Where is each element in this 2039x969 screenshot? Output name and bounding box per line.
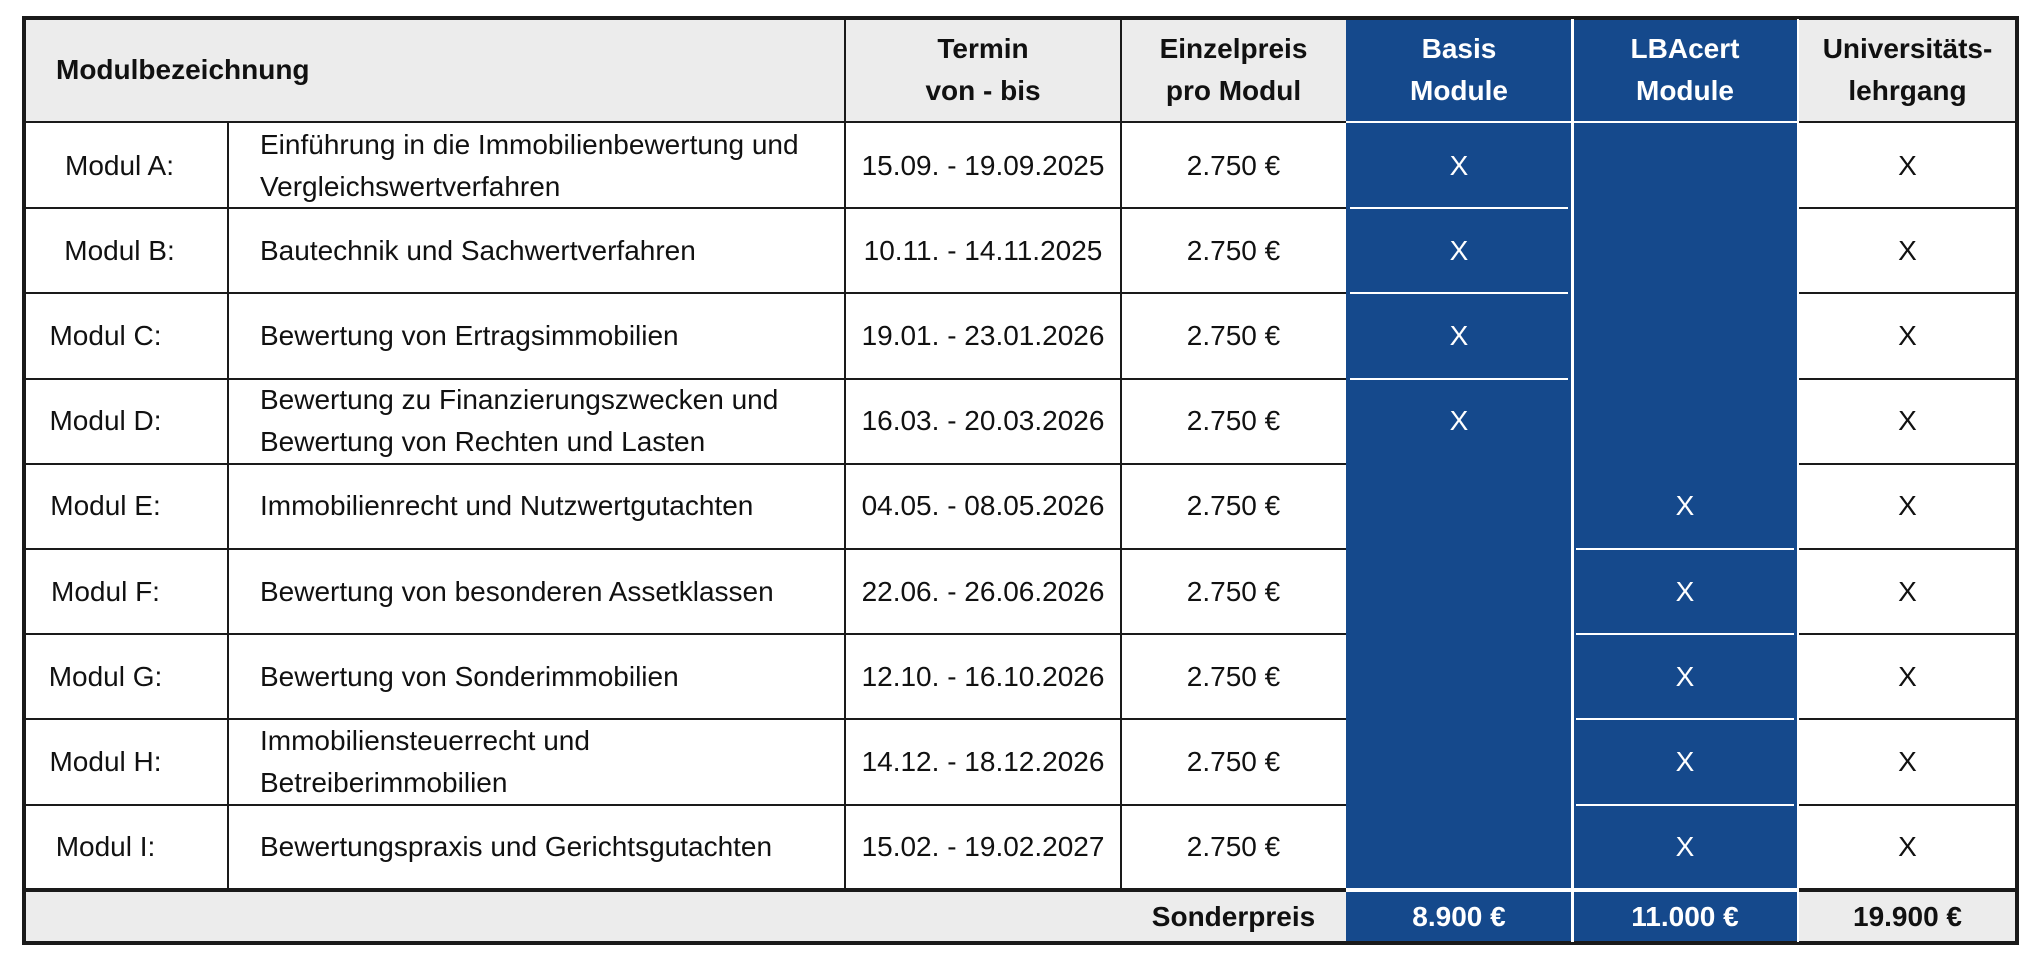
row-divider: [24, 463, 1346, 465]
module-label: [24, 549, 227, 634]
module-label-text: Modul F:: [51, 575, 160, 607]
module-price-text: 2.750 €: [1186, 745, 1281, 777]
module-label-text: Modul B:: [64, 234, 175, 266]
row-divider: [24, 292, 1346, 294]
uni-mark-text: X: [1898, 319, 1917, 351]
row-divider: [1798, 718, 2017, 720]
module-label: [24, 634, 227, 719]
basis-mark: [1346, 805, 1572, 890]
lbacert-sonderpreis-text: 11.000 €: [1631, 901, 1739, 932]
header-divider-blue: [1576, 121, 1794, 123]
lbacert-mark: [1572, 208, 1798, 293]
table-border-bottom: [22, 941, 2019, 945]
module-title-line: Bewertung von Ertragsimmobilien: [260, 319, 679, 351]
uni-mark-text: X: [1898, 575, 1917, 607]
module-date-text: 19.01. - 23.01.2026: [861, 319, 1105, 351]
module-label-text: Modul D:: [49, 405, 162, 437]
uni-mark: [1798, 208, 2017, 293]
row-divider: [24, 548, 1346, 550]
module-date-text: 22.06. - 26.06.2026: [861, 575, 1105, 607]
header-modulbezeichnung: [24, 19, 845, 121]
uni-mark-text: X: [1898, 745, 1917, 777]
row-divider-blue: [1576, 804, 1794, 806]
module-date: [845, 805, 1121, 890]
header-universitaetslehrgang: [1798, 19, 2017, 121]
header-termin-line1: Termin: [937, 33, 1029, 64]
header-uni-line2: lehrgang: [1848, 75, 1967, 106]
module-price-text: 2.750 €: [1186, 149, 1281, 181]
module-price-text: 2.750 €: [1186, 831, 1281, 863]
row-divider: [24, 633, 1346, 635]
module-title-line: Bewertung von Sonderimmobilien: [260, 660, 679, 692]
header-termin: [845, 19, 1121, 121]
header-basis-line1: Basis: [1421, 33, 1497, 64]
module-title: [227, 634, 845, 719]
module-date: [845, 549, 1121, 634]
uni-mark-text: X: [1898, 660, 1917, 692]
module-date-text: 14.12. - 18.12.2026: [861, 745, 1105, 777]
footer-divider: [24, 888, 1346, 892]
module-date-text: 16.03. - 20.03.2026: [861, 405, 1105, 437]
table-border-top: [22, 16, 2019, 20]
module-title-line: Bewertung von Rechten und Lasten: [260, 426, 706, 458]
basis-mark: [1346, 464, 1572, 549]
row-divider: [1798, 804, 2017, 806]
row-divider: [1798, 378, 2017, 380]
module-label: [24, 379, 227, 464]
module-price: [1121, 208, 1346, 293]
basis-sonderpreis-text: 8.900 €: [1412, 901, 1506, 932]
module-label: [24, 293, 227, 378]
basis-mark: [1346, 719, 1572, 804]
header-einzelpreis-line2: pro Modul: [1165, 75, 1302, 106]
header-lbacert-line1: LBAcert: [1630, 33, 1740, 64]
module-date-text: 12.10. - 16.10.2026: [861, 660, 1105, 692]
module-date-text: 15.09. - 19.09.2025: [861, 149, 1105, 181]
module-title: [227, 123, 845, 208]
module-date-text: 04.05. - 08.05.2026: [861, 490, 1105, 522]
module-date: [845, 719, 1121, 804]
header-lbacert-module: [1572, 19, 1798, 121]
footer-divider: [1798, 888, 2017, 892]
module-date: [845, 208, 1121, 293]
module-label-text: Modul C:: [49, 319, 162, 351]
module-label-text: Modul E:: [50, 490, 161, 522]
module-label: [24, 805, 227, 890]
module-price: [1121, 719, 1346, 804]
col-divider-blue: [1571, 19, 1574, 942]
uni-mark: [1798, 293, 2017, 378]
row-divider-blue: [1576, 548, 1794, 550]
module-title-line: Immobiliensteuerrecht und: [260, 724, 590, 756]
basis-mark: [1346, 123, 1572, 208]
header-divider-blue: [1350, 121, 1568, 123]
basis-mark-text: X: [1449, 319, 1469, 351]
module-price-text: 2.750 €: [1186, 405, 1281, 437]
module-label-text: Modul H:: [49, 745, 162, 777]
module-price: [1121, 123, 1346, 208]
row-divider-blue: [1350, 378, 1568, 380]
uni-mark-text: X: [1898, 490, 1917, 522]
row-divider-blue: [1576, 633, 1794, 635]
row-divider: [1798, 633, 2017, 635]
module-date-text: 10.11. - 14.11.2025: [863, 234, 1103, 266]
uni-mark-text: X: [1898, 831, 1917, 863]
col-divider: [227, 123, 229, 888]
module-date: [845, 634, 1121, 719]
row-divider: [24, 718, 1346, 720]
header-termin-line2: von - bis: [925, 75, 1041, 106]
basis-mark: [1346, 379, 1572, 464]
module-price: [1121, 464, 1346, 549]
row-divider-blue: [1350, 207, 1568, 209]
row-divider-blue: [1350, 292, 1568, 294]
module-title-line: Bautechnik und Sachwertverfahren: [260, 234, 696, 266]
module-date: [845, 464, 1121, 549]
basis-mark-text: X: [1449, 405, 1469, 437]
module-title: [227, 464, 845, 549]
basis-mark: [1346, 293, 1572, 378]
module-title-line: Bewertung von besonderen Assetklassen: [260, 575, 774, 607]
module-title: [227, 805, 845, 890]
module-label: [24, 208, 227, 293]
module-date: [845, 123, 1121, 208]
footer-divider-blue: [1576, 888, 1794, 892]
module-title-line: Betreiberimmobilien: [260, 766, 508, 798]
uni-mark: [1798, 634, 2017, 719]
module-price: [1121, 634, 1346, 719]
lbacert-mark-text: X: [1675, 575, 1695, 607]
module-label: [24, 464, 227, 549]
row-divider: [24, 378, 1346, 380]
header-divider: [1798, 121, 2017, 123]
module-label-text: Modul G:: [48, 660, 163, 692]
module-price-text: 2.750 €: [1186, 234, 1281, 266]
row-divider: [1798, 548, 2017, 550]
module-title-line: Einführung in die Immobilienbewertung und: [260, 128, 799, 160]
sonderpreis-label: [1121, 892, 1346, 942]
basis-mark-text: X: [1449, 234, 1469, 266]
row-divider: [1798, 207, 2017, 209]
uni-mark-text: X: [1898, 149, 1917, 181]
col-divider: [844, 19, 846, 888]
module-label-text: Modul A:: [65, 149, 174, 181]
lbacert-mark-text: X: [1675, 490, 1695, 522]
lbacert-mark-text: X: [1675, 660, 1695, 692]
module-price-text: 2.750 €: [1186, 490, 1281, 522]
lbacert-mark: [1572, 123, 1798, 208]
lbacert-mark-text: X: [1675, 745, 1695, 777]
module-title: [227, 293, 845, 378]
sonderpreis-label-text: Sonderpreis: [1151, 901, 1316, 932]
footer-divider-blue: [1350, 888, 1568, 892]
col-divider: [1120, 19, 1122, 888]
header-einzelpreis: [1121, 19, 1346, 121]
module-title-line: Bewertungspraxis und Gerichtsgutachten: [260, 831, 773, 863]
header-lbacert-line2: Module: [1636, 75, 1734, 106]
module-price: [1121, 805, 1346, 890]
basis-mark: [1346, 634, 1572, 719]
uni-mark: [1798, 549, 2017, 634]
uni-mark: [1798, 719, 2017, 804]
header-divider: [24, 121, 1346, 123]
lbacert-mark: [1572, 293, 1798, 378]
module-date-text: 15.02. - 19.02.2027: [861, 831, 1105, 863]
uni-mark: [1798, 464, 2017, 549]
module-label: [24, 719, 227, 804]
module-title: [227, 549, 845, 634]
module-label: [24, 123, 227, 208]
module-title-line: Vergleichswertverfahren: [260, 170, 561, 202]
module-title: [227, 208, 845, 293]
lbacert-mark: [1572, 805, 1798, 890]
module-title: [227, 719, 845, 804]
uni-sonderpreis: [1798, 892, 2017, 942]
row-divider-blue: [1576, 718, 1794, 720]
row-divider: [24, 804, 1346, 806]
module-date: [845, 379, 1121, 464]
module-price-text: 2.750 €: [1186, 660, 1281, 692]
row-divider: [1798, 463, 2017, 465]
module-price-text: 2.750 €: [1186, 575, 1281, 607]
basis-mark: [1346, 208, 1572, 293]
lbacert-mark-text: X: [1675, 831, 1695, 863]
col-divider-blue: [1797, 19, 1799, 942]
basis-mark: [1346, 549, 1572, 634]
module-date: [845, 293, 1121, 378]
module-label-text: Modul I:: [55, 831, 156, 863]
header-uni-line1: Universitäts-: [1822, 33, 1993, 64]
uni-mark-text: X: [1898, 405, 1917, 437]
uni-mark: [1798, 123, 2017, 208]
module-price: [1121, 293, 1346, 378]
module-title-line: Bewertung zu Finanzierungszwecken und: [260, 384, 779, 416]
header-basis-module: [1346, 19, 1572, 121]
uni-mark-text: X: [1898, 234, 1917, 266]
module-title-line: Immobilienrecht und Nutzwertgutachten: [260, 490, 754, 522]
module-price: [1121, 549, 1346, 634]
module-title: [227, 379, 845, 464]
lbacert-mark: [1572, 549, 1798, 634]
lbacert-sonderpreis: [1572, 892, 1798, 942]
lbacert-mark: [1572, 719, 1798, 804]
module-price: [1121, 379, 1346, 464]
header-basis-line2: Module: [1410, 75, 1508, 106]
uni-mark: [1798, 379, 2017, 464]
uni-sonderpreis-text: 19.900 €: [1853, 901, 1962, 932]
basis-sonderpreis: [1346, 892, 1572, 942]
module-price-text: 2.750 €: [1186, 319, 1281, 351]
header-einzelpreis-line1: Einzelpreis: [1159, 33, 1308, 64]
lbacert-mark: [1572, 634, 1798, 719]
lbacert-mark: [1572, 379, 1798, 464]
uni-mark: [1798, 805, 2017, 890]
header-modulbezeichnung-text: Modulbezeichnung: [56, 54, 310, 85]
row-divider: [24, 207, 1346, 209]
row-divider: [1798, 292, 2017, 294]
lbacert-mark: [1572, 464, 1798, 549]
basis-mark-text: X: [1449, 149, 1469, 181]
